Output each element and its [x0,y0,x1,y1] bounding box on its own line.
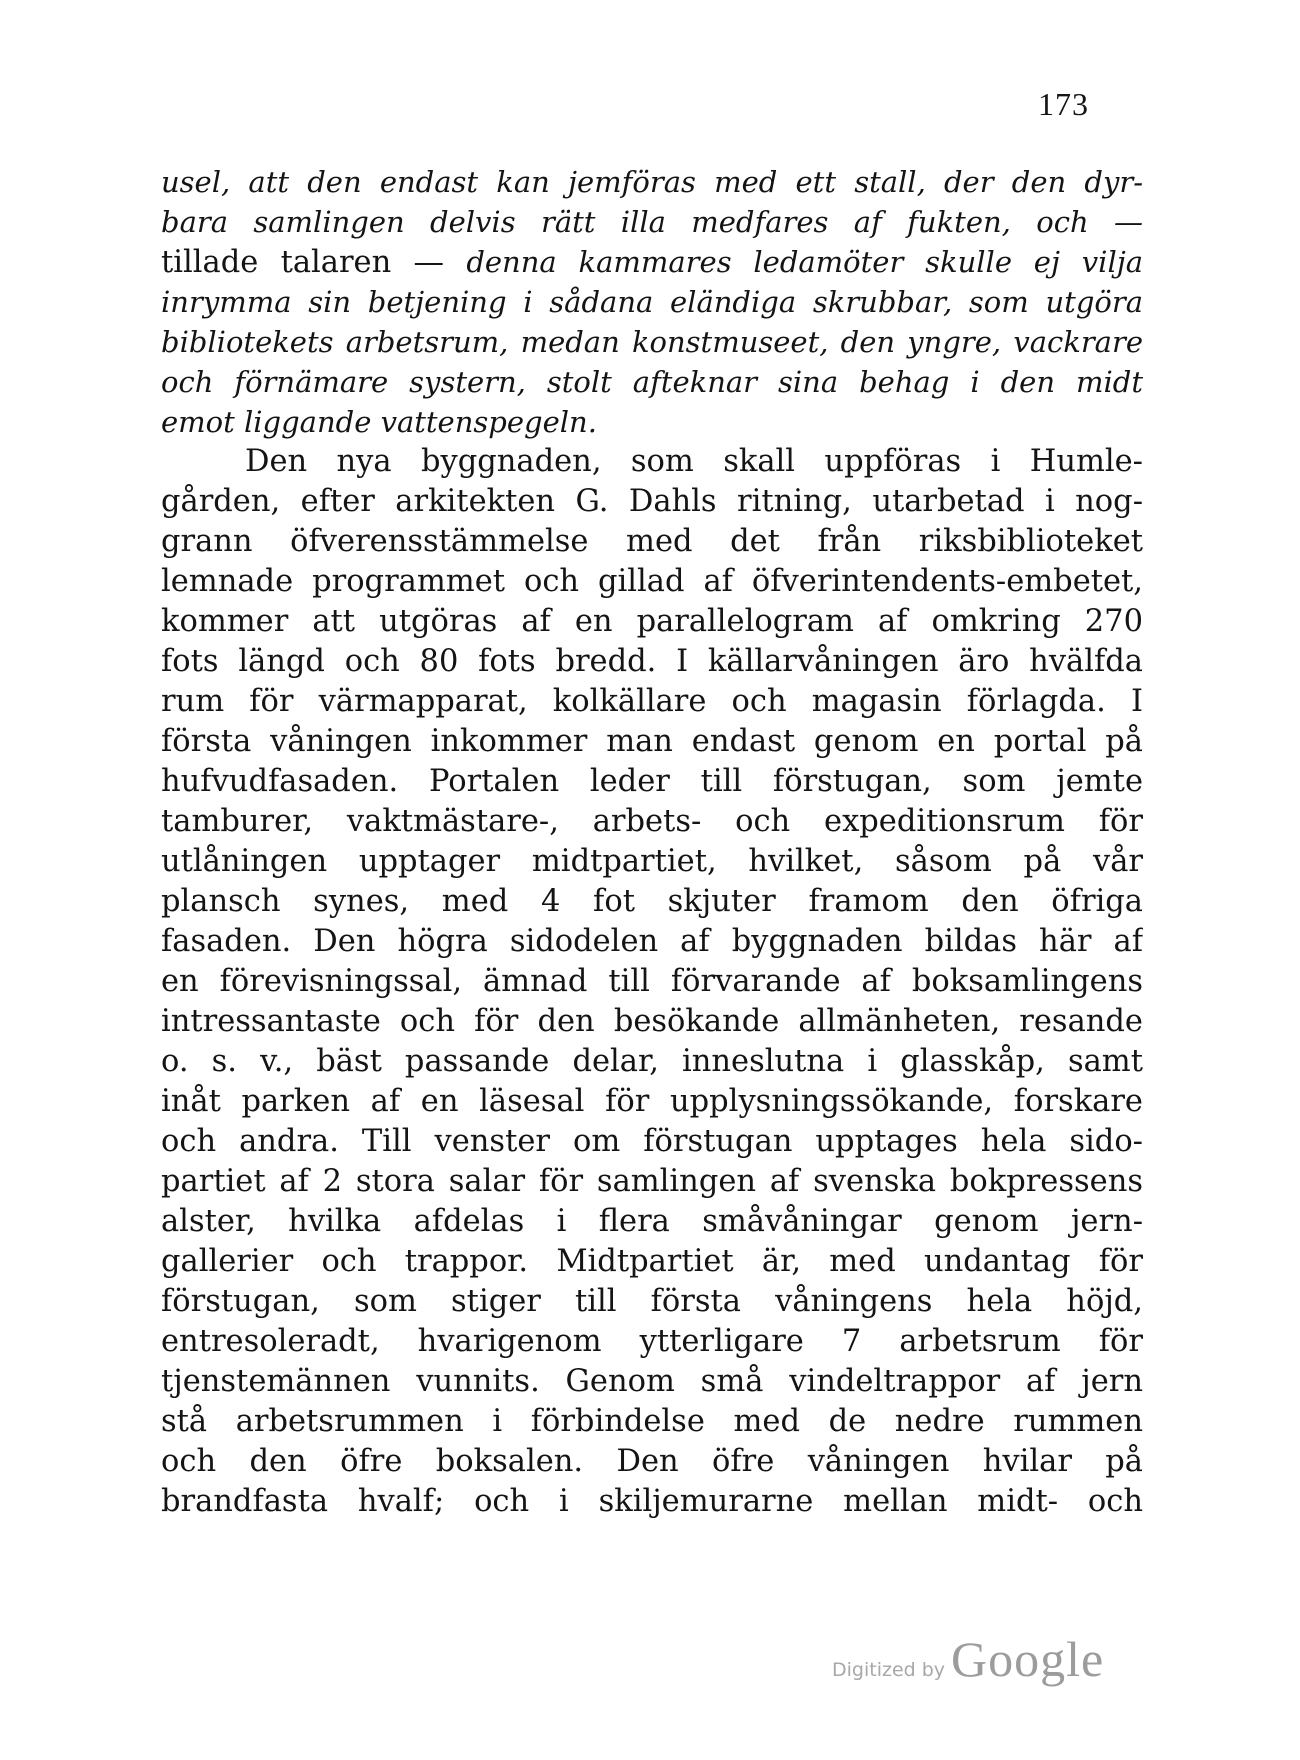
text-line: utlåningen upptager midtpartiet, hvilket, såsom på vår [161,844,1143,879]
text-line: tamburer, vaktmästare-, arbets- och expeditionsrum för [161,804,1143,839]
text-line: intressantaste och för den besökande allmänheten, resande [161,1004,1143,1039]
text-line: bibliotekets arbetsrum, medan konstmuseet, den yngre, vackrare [161,325,1143,359]
text-line: hufvudfasaden. Portalen leder till förstugan, som jemte [161,764,1143,799]
text-line: inrymma sin betjening i sådana eländiga skrubbar, som utgöra [161,285,1143,319]
text-line: entresoleradt, hvarigenom ytterligare 7 arbetsrum för [161,1324,1143,1359]
watermark [832,1630,1104,1688]
text-line: första våningen inkommer man endast genom en portal på [161,724,1143,759]
text-line: stå arbetsrummen i förbindelse med de nedre rummen [161,1404,1143,1439]
text-line: förstugan, som stiger till första våningens hela höjd, [161,1284,1143,1319]
text-line: bara samlingen delvis rätt illa medfares af fukten, och — [161,205,1143,239]
text-line: rum för värmapparat, kolkällare och magasin förlagda. I [161,684,1143,719]
text-line: tjenstemännen vunnits. Genom små vindeltrappor af jern [161,1364,1143,1399]
text-line: usel, att den endast kan jemföras med ett stall, der den dyr- [161,165,1143,199]
text-line: inåt parken af en läsesal för upplysningssökande, forskare [161,1084,1143,1119]
google-logo: Google [951,1631,1105,1687]
text-line: o. s. v., bäst passande delar, inneslutna i glasskåp, samt [161,1044,1143,1079]
text-line-roman-part: tillade talaren — [161,245,467,280]
text-line: Den nya byggnaden, som skall uppföras i Humle- [245,444,1143,479]
text-line: brandfasta hvalf; och i skiljemurarne mellan midt- och [161,1484,1143,1519]
watermark-prefix: Digitized by [832,1659,946,1681]
text-line: fasaden. Den högra sidodelen af byggnaden bildas här af [161,924,1143,959]
text-line: och förnämare systern, stolt afteknar sina behag i den midt [161,365,1143,399]
text-line: grann öfverensstämmelse med det från riksbiblioteket [161,524,1143,559]
text-line: kommer att utgöras af en parallelogram af omkring 270 [161,604,1143,639]
text-line-italic-part: denna kammares ledamöter skulle ej vilja [466,245,1143,279]
text-line: och den öfre boksalen. Den öfre våningen hvilar på [161,1444,1143,1479]
text-line: lemnade programmet och gillad af öfverintendents-embetet, [161,564,1143,599]
text-line: gården, efter arkitekten G. Dahls ritning, utarbetad i nog- [161,484,1143,519]
text-line: plansch synes, med 4 fot skjuter framom den öfriga [161,884,1143,919]
text-line [161,242,1143,282]
text-line: och andra. Till venster om förstugan upptages hela sido- [161,1124,1143,1159]
text-line: fots längd och 80 fots bredd. I källarvåningen äro hvälfda [161,644,1143,679]
text-line: partiet af 2 stora salar för samlingen af svenska bokpressens [161,1164,1143,1199]
text-line: gallerier och trappor. Midtpartiet är, med undantag för [161,1244,1143,1279]
page-number: 173 [1038,86,1089,122]
body-text [161,162,1143,1522]
text-line: en förevisningssal, ämnad till förvarande af boksamlingens [161,964,1143,999]
text-line: emot liggande vattenspegeln. [161,405,597,439]
text-line: alster, hvilka afdelas i flera småvåningar genom jern- [161,1204,1143,1239]
